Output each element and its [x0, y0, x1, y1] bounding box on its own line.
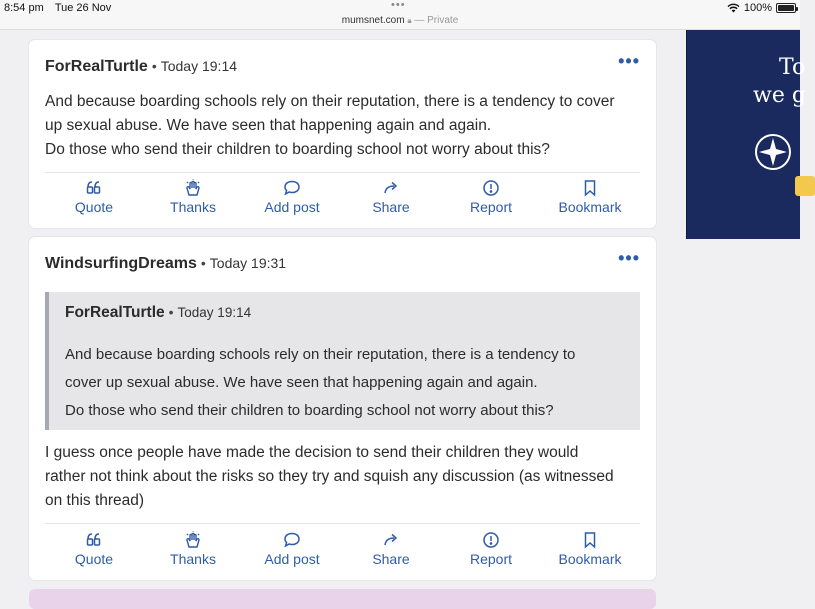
report-label: Report: [469, 199, 513, 215]
add-post-icon: [283, 179, 301, 197]
post-body-line: on this thread): [45, 492, 145, 509]
thanks-icon: [184, 531, 202, 549]
report-icon: [482, 179, 500, 197]
post-card: [29, 40, 656, 228]
post-actions: [45, 531, 640, 581]
post-body-line: Do those who send their children to boarding school not worry about this?: [45, 141, 550, 158]
add-post-label: Add post: [264, 199, 320, 215]
thanks-label: Thanks: [170, 199, 216, 215]
bookmark-button[interactable]: [550, 531, 630, 579]
quoted-post: [45, 292, 640, 430]
thanks-icon: [184, 179, 202, 197]
bookmark-label: Bookmark: [558, 551, 622, 567]
post-card: [29, 237, 656, 580]
header-separator: •: [168, 304, 174, 320]
header-separator: •: [200, 255, 206, 271]
quote-time: Today 19:14: [177, 305, 252, 320]
address-bar[interactable]: [0, 15, 800, 26]
post-body: [45, 441, 645, 513]
post-actions: [45, 179, 640, 229]
tab-handle-icon[interactable]: •••: [391, 0, 406, 11]
share-icon: [382, 531, 400, 549]
wifi-icon: [727, 3, 740, 13]
share-label: Share: [372, 551, 410, 567]
quote-body-line: cover up sexual abuse. We have seen that happening again and again.: [65, 374, 538, 391]
post-body-line: I guess once people have made the decision to send their children they would: [45, 444, 579, 461]
status-time: [4, 2, 111, 14]
add-post-button[interactable]: [252, 531, 332, 579]
date: Tue 26 Nov: [54, 2, 112, 14]
thanks-button[interactable]: [153, 531, 233, 579]
post-time: Today 19:31: [209, 255, 287, 271]
share-button[interactable]: [351, 531, 431, 579]
advert-cta-button[interactable]: [795, 176, 815, 196]
post-time: Today 19:14: [160, 58, 238, 74]
post-author[interactable]: WindsurfingDreams: [45, 255, 197, 272]
post-body-line: rather not think about the risks so they try and squish any discussion (as witnessed: [45, 468, 614, 485]
bookmark-icon: [581, 531, 599, 549]
private-label: — Private: [414, 15, 459, 26]
divider: [45, 172, 640, 173]
quote-icon: [85, 531, 103, 549]
advert-line-2: we g: [753, 83, 806, 108]
add-post-icon: [283, 531, 301, 549]
url-text: mumsnet.com: [341, 15, 405, 26]
advert-text: [753, 54, 806, 110]
post-body-line: And because boarding schools rely on their reputation, there is a tendency to cover: [45, 93, 615, 110]
post-header: [45, 58, 237, 76]
advert-line-1: To: [779, 55, 806, 80]
quote-label: Quote: [74, 551, 114, 567]
quote-label: Quote: [74, 199, 114, 215]
bookmark-icon: [581, 179, 599, 197]
report-button[interactable]: [451, 531, 531, 579]
quote-icon: [85, 179, 103, 197]
compass-icon: [753, 132, 793, 172]
share-button[interactable]: [351, 179, 431, 227]
more-options-icon[interactable]: •••: [618, 248, 640, 268]
report-button[interactable]: [451, 179, 531, 227]
quote-body: [65, 341, 635, 425]
advert-banner[interactable]: [686, 30, 806, 239]
report-icon: [482, 531, 500, 549]
bookmark-button[interactable]: [550, 179, 630, 227]
lock-icon: 🔒︎: [407, 16, 412, 25]
report-label: Report: [469, 551, 513, 567]
clock: 8:54 pm: [4, 2, 44, 14]
status-icons: [727, 2, 796, 14]
battery-icon: [776, 3, 796, 13]
share-icon: [382, 179, 400, 197]
status-bar: [0, 0, 800, 30]
quote-body-line: And because boarding schools rely on their reputation, there is a tendency to: [65, 346, 576, 363]
post-author[interactable]: ForRealTurtle: [45, 58, 148, 75]
bookmark-label: Bookmark: [558, 199, 622, 215]
thanks-button[interactable]: [153, 179, 233, 227]
add-post-label: Add post: [264, 551, 320, 567]
next-post-card: [29, 589, 656, 609]
quote-button[interactable]: [54, 531, 134, 579]
header-separator: •: [151, 58, 157, 74]
more-options-icon[interactable]: •••: [618, 51, 640, 71]
battery-percent: 100%: [743, 2, 772, 14]
post-body: [45, 90, 645, 162]
quote-body-line: Do those who send their children to boarding school not worry about this?: [65, 402, 554, 419]
post-header: [45, 255, 286, 273]
share-label: Share: [372, 199, 410, 215]
post-body-line: up sexual abuse. We have seen that happening again and again.: [45, 117, 492, 134]
thanks-label: Thanks: [170, 551, 216, 567]
quote-author[interactable]: ForRealTurtle: [65, 304, 165, 321]
divider: [45, 523, 640, 524]
quote-header: [65, 304, 251, 322]
add-post-button[interactable]: [252, 179, 332, 227]
quote-button[interactable]: [54, 179, 134, 227]
